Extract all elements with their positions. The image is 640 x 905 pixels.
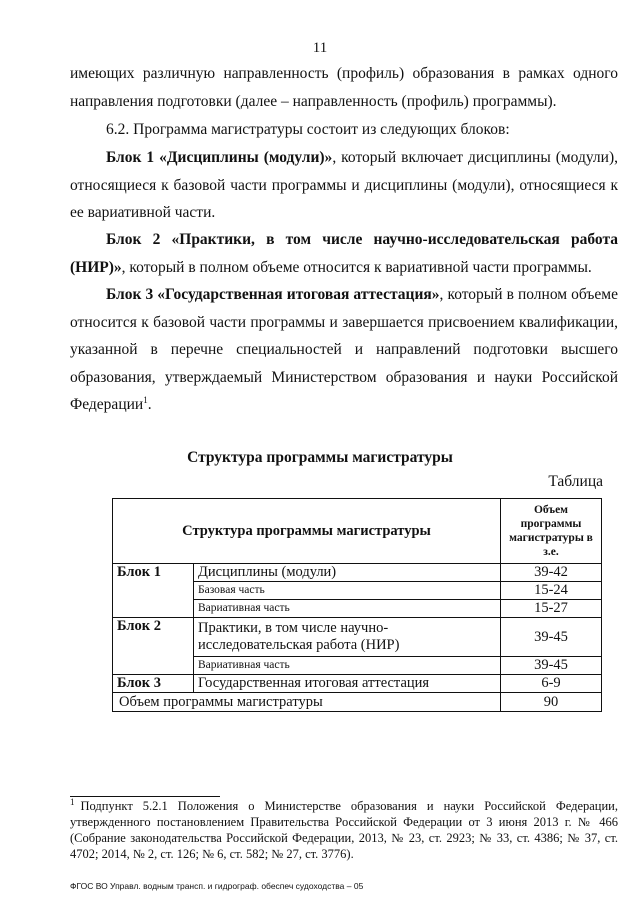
table-label: Таблица	[548, 473, 603, 490]
program-structure-table	[112, 498, 602, 712]
table-header-row	[113, 499, 602, 564]
block2-variable-part: Вариативная часть	[194, 657, 501, 675]
block3-label: Блок 3	[113, 675, 194, 693]
block1-value: 39-42	[501, 564, 602, 582]
paragraph-continuation: имеющих различную направленность (профиль) образования в рамках одного направления подготовки (далее – направленность (профиль) программы).	[70, 65, 618, 110]
block3-end: .	[147, 396, 152, 413]
header-structure: Структура программы магистратуры	[113, 499, 501, 564]
block3-heading: Блок 3 «Государственная итоговая аттестация»	[106, 286, 440, 303]
block2-label: Блок 2	[113, 618, 194, 675]
block1-heading: Блок 1 «Дисциплины (модули)»	[106, 149, 333, 166]
block1-title: Дисциплины (модули)	[194, 564, 501, 582]
block1-base-value: 15-24	[501, 582, 602, 600]
block2-value: 39-45	[501, 618, 602, 657]
block1-variable-value: 15-27	[501, 600, 602, 618]
table-row	[113, 675, 602, 693]
block2-heading: Блок 2 «Практики, в том числе научно-исследовательская работа (НИР)»	[70, 231, 618, 276]
total-value: 90	[501, 693, 602, 712]
block3-description: , который в полном объеме относится к базовой части программы и завершается присвоением квалификации, указанной в перечне специальностей и направлений подготовки высшего образования, утверждаемый Министерством образования и науки Российской Федерации	[70, 286, 618, 413]
block3-title: Государственная итоговая аттестация	[194, 675, 501, 693]
footnote	[70, 798, 618, 862]
block2-title: Практики, в том числе научно-исследовательская работа (НИР)	[194, 618, 501, 657]
table-row	[113, 618, 602, 657]
header-volume: Объем программы магистратуры в з.е.	[501, 499, 602, 564]
table-total-row	[113, 693, 602, 712]
paragraph-block1	[70, 144, 618, 227]
page-footer: ФГОС ВО Управл. водным трансп. и гидрограф. обеспеч судоходства – 05	[70, 881, 364, 891]
page-number: 11	[312, 40, 328, 56]
footnote-divider	[70, 796, 220, 797]
table-title: Структура программы магистратуры	[187, 449, 453, 466]
block1-label: Блок 1	[113, 564, 194, 618]
block1-description: , который включает дисциплины (модули), относящиеся к базовой части программы и дисциплины (модули), относящиеся к ее вариативной части.	[70, 149, 618, 221]
paragraph-blocks-intro: 6.2. Программа магистратуры состоит из следующих блоков:	[106, 121, 510, 138]
footnote-mark: 1	[70, 796, 75, 807]
paragraph-block2	[70, 226, 618, 281]
table-row	[113, 564, 602, 582]
block1-base-part: Базовая часть	[194, 582, 501, 600]
total-label: Объем программы магистратуры	[113, 693, 501, 712]
block2-variable-value: 39-45	[501, 657, 602, 675]
footnote-text: Подпункт 5.2.1 Положения о Министерстве образования и науки Российской Федерации, утвержденного постановлением Правительства Российской Федерации от 3 июня 2013 г. № 466 (Собрание законодательства Российской Федерации, 2013, № 23, ст. 2923; № 33, ст. 4386; № 37, ст. 4702; 2014, № 2, ст. 126; № 6, ст. 582; № 27, ст. 3776).	[70, 799, 618, 861]
block2-description: , который в полном объеме относится к вариативной части программы.	[121, 258, 592, 276]
block3-value: 6-9	[501, 675, 602, 693]
footnote-reference: 1	[143, 394, 148, 405]
paragraph-block3	[70, 281, 618, 419]
block1-variable-part: Вариативная часть	[194, 600, 501, 618]
